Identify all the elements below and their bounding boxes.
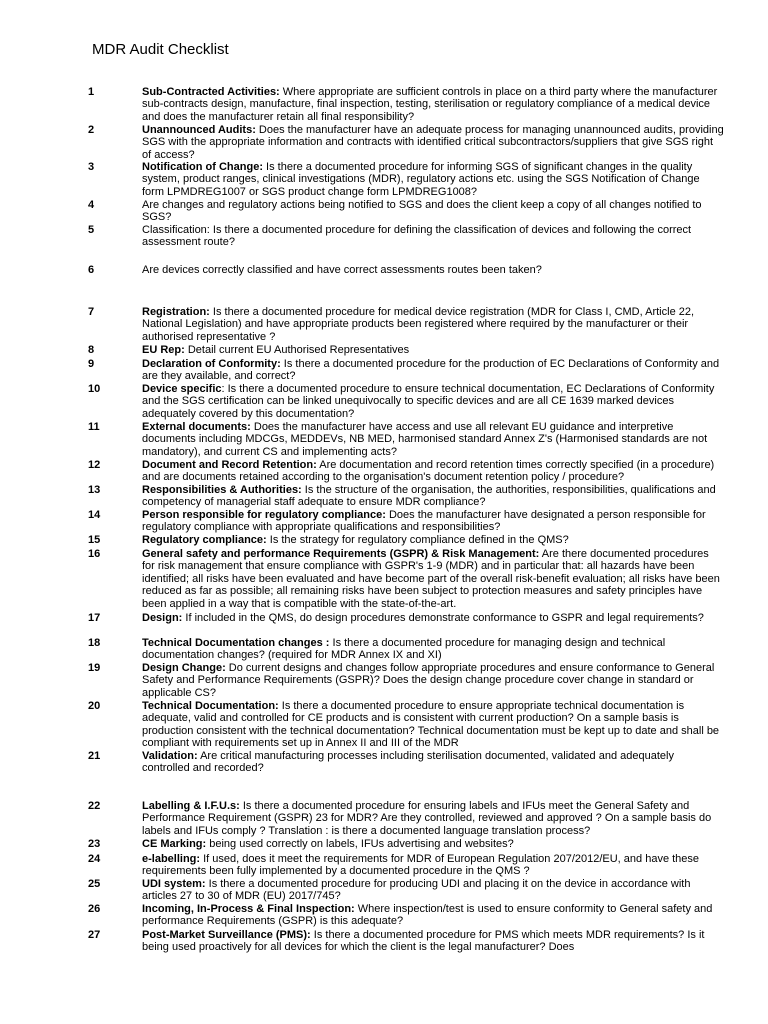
item-text: Do current designs and changes follow appropriate procedures and ensure conformance to General Safety and Performance Requirements (GSPR)? Does the design change procedure cover change in standard or applicable CS? [142,662,715,699]
item-body [142,199,724,224]
item-number: 27 [88,929,101,941]
item-number: 19 [88,662,101,674]
item-number: 26 [88,903,101,915]
item-body [142,838,724,850]
item-number: 13 [88,484,101,496]
item-number: 5 [88,224,95,236]
item-number: 4 [88,199,95,211]
item-number: 18 [88,637,101,649]
item-text: Where appropriate are sufficient controls in place on a third party where the manufacturer sub-contracts design, manufacture, final inspection, testing, sterilisation or regulatory compliance of a medical device and does the manufacturer retain all final responsibility? [142,86,718,123]
item-body [142,662,724,699]
item-body [142,853,724,878]
item-number: 8 [88,344,95,356]
item-label: e-labelling: [142,853,201,865]
item-label: Incoming, In-Process & Final Inspection: [142,903,355,915]
item-text: Are there documented procedures for risk management that ensure compliance with GSPR's 1-9 (MDR) and in particular that: all hazards have been identified; all risks have been evaluated and have become part of the overall risk-benefit evaluation; all risks have been reduced as far as possible; all remaining risks have been subject to protection measures and safety principles have been applied in a way that is compatible with the state-of-the-art. [142,548,720,610]
item-text: Is the structure of the organisation, the authorities, responsibilities, qualifications and competency of managerial staff adequate to ensure MDR compliance? [142,484,716,509]
item-body [142,224,724,249]
item-label: UDI system: [142,878,206,890]
item-text: : Is there a documented procedure to ensure technical documentation, EC Declarations of Conformity and the SGS certification can be linked unequivocally to specific devices and are all CE 1639 marked devices adequately covered by this documentation? [142,383,715,420]
item-label: Notification of Change: [142,161,263,173]
item-text: Does the manufacturer have an adequate process for managing unannounced audits, providing SGS with the appropriate information and contracts with identified critical subcontractors/suppliers that give SGS right of access? [142,124,724,161]
item-body [142,161,724,198]
item-number: 14 [88,509,101,521]
item-text: Are devices correctly classified and have correct assessments routes been taken? [142,264,542,276]
item-text: Is there a documented procedure for PMS which meets MDR requirements? Is it being used proactively for all devices for which the client is the legal manufacturer? Does [142,929,705,954]
item-number: 16 [88,548,101,560]
item-number: 17 [88,612,101,624]
item-body [142,878,724,903]
item-body [142,344,724,356]
item-body [142,306,724,343]
item-body [142,484,724,509]
item-label: Labelling & I.F.U.s: [142,800,240,812]
item-label: Technical Documentation changes : [142,637,330,649]
item-text: Detail current EU Authorised Representatives [184,344,410,356]
item-number: 21 [88,750,101,762]
item-label: Unannounced Audits: [142,124,256,136]
item-label: Device specific [142,383,222,395]
item-label: Responsibilities & Authorities: [142,484,302,496]
item-label: General safety and performance Requirements (GSPR) & Risk Management: [142,548,540,560]
item-number: 11 [88,421,100,433]
item-text: being used correctly on labels, IFUs advertising and websites? [206,838,514,850]
item-number: 22 [88,800,101,812]
item-body [142,700,724,750]
item-label: Document and Record Retention: [142,459,317,471]
item-body [142,358,724,383]
item-label: Design: [142,612,183,624]
item-number: 23 [88,838,101,850]
item-body [142,264,724,276]
item-label: EU Rep: [142,344,185,356]
item-text: Are critical manufacturing processes including sterilisation documented, validated and adequately controlled and recorded? [142,750,674,775]
item-body [142,383,724,420]
item-text: Is there a documented procedure for ensuring labels and IFUs meet the General Safety and Performance Requirement (GSPR) 23 for MDR? Are they controlled, reviewed and approved ? On a sample basis do labels and IFUs comply ? Translation : is there a documented language translation process? [142,800,712,837]
item-text: Is there a documented procedure to ensure appropriate technical documentation is adequate, valid and controlled for CE products and is consistent with current production? On a sample basis is production consistent with the technical documentation? Technical documentation must be kept up to date and shall be compliant with requirements set up in Annex II and III of the MDR [142,700,720,750]
item-label: Person responsible for regulatory compliance: [142,509,386,521]
item-body [142,124,724,161]
item-text: Are documentation and record retention times correctly specified (in a procedure) and are documents retained according to the organisation's document retention policy / procedure? [142,459,715,484]
item-text: Is there a documented procedure for informing SGS of significant changes in the quality system, product ranges, clinical investigations (MDR), regulatory actions etc. using the SGS Notification of Change form LPMDREG1007 or SGS product change form LPMDREG1008? [142,161,700,198]
item-label: Declaration of Conformity: [142,358,281,370]
item-number: 25 [88,878,101,890]
item-label: Regulatory compliance: [142,534,267,546]
item-text: If included in the QMS, do design procedures demonstrate conformance to GSPR and legal requirements? [182,612,704,624]
item-body [142,612,724,624]
item-body [142,800,724,837]
item-label: CE Marking: [142,838,207,850]
item-text: Classification: Is there a documented procedure for defining the classification of devices and following the correct assessment route? [142,224,692,249]
item-text: Is the strategy for regulatory compliance defined in the QMS? [266,534,569,546]
item-text: If used, does it meet the requirements for MDR of European Regulation 207/2012/EU, and have these requirements been fully implemented by a documented procedure in the QMS ? [142,853,700,878]
item-number: 3 [88,161,95,173]
item-body [142,548,724,610]
item-label: Sub-Contracted Activities: [142,86,280,98]
item-text: Is there a documented procedure for medical device registration (MDR for Class I, CMD, Article 22, National Legislation) and have appropriate products been registered where required by the manufacturer or their authorised representative ? [142,306,695,343]
item-body [142,509,724,534]
item-number: 9 [88,358,95,370]
item-body [142,750,724,775]
item-text: Does the manufacturer have access and use all relevant EU guidance and interpretive documents including MDCGs, MEDDEVs, NB MED, harmonised standard Annex Z's (Harmonised standards are not mandatory), and current CS and implementing acts? [142,421,708,458]
item-body [142,86,724,123]
item-body [142,421,724,458]
item-number: 1 [88,86,95,98]
item-number: 2 [88,124,95,136]
item-number: 24 [88,853,101,865]
item-body [142,459,724,484]
item-text: Where inspection/test is used to ensure conformity to General safety and performance Requirements (GSPR) is this adequate? [142,903,713,928]
item-text: Is there a documented procedure for managing design and technical documentation changes? (required for MDR Annex IX and XI) [142,637,666,662]
item-body [142,637,724,662]
item-label: External documents: [142,421,251,433]
item-body [142,903,724,928]
item-label: Post-Market Surveillance (PMS): [142,929,311,941]
item-label: Registration: [142,306,210,318]
item-text: Is there a documented procedure for producing UDI and placing it on the device in accordance with articles 27 to 30 of MDR (EU) 2017/745? [142,878,691,903]
item-text: Is there a documented procedure for the production of EC Declarations of Conformity and are they available, and correct? [142,358,720,383]
item-number: 6 [88,264,95,276]
item-body [142,929,724,954]
page-title: MDR Audit Checklist [92,41,229,58]
item-text: Does the manufacturer have designated a person responsible for regulatory compliance with appropriate qualifications and responsibilities? [142,509,706,534]
item-body [142,534,724,546]
item-number: 7 [88,306,95,318]
item-label: Technical Documentation: [142,700,279,712]
item-number: 15 [88,534,101,546]
item-label: Design Change: [142,662,226,674]
item-text: Are changes and regulatory actions being notified to SGS and does the client keep a copy of all changes notified to SGS? [142,199,702,224]
item-number: 10 [88,383,101,395]
item-number: 12 [88,459,101,471]
item-label: Validation: [142,750,198,762]
item-number: 20 [88,700,101,712]
